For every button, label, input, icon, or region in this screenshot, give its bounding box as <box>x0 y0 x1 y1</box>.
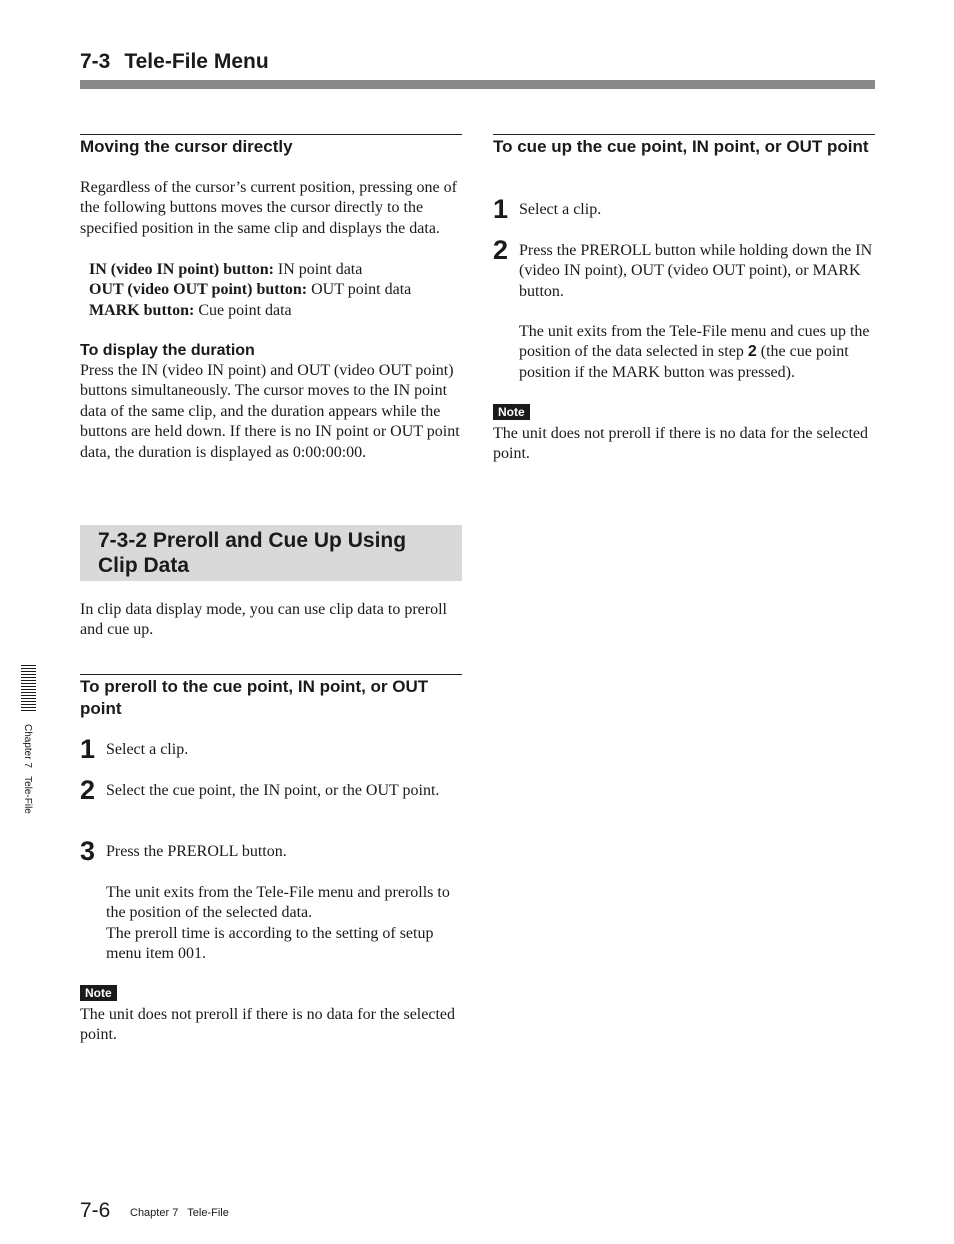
moving-cursor-intro: Regardless of the cursor’s current position, pressing one of the following buttons moves the cursor directly to the specified position in the same clip and displays the data. <box>80 179 457 237</box>
section-intro: In clip data display mode, you can use clip data to preroll and cue up. <box>80 601 447 639</box>
button-term: OUT (video OUT point) button: <box>89 281 308 299</box>
footer-chapter: Chapter 7 Tele-File <box>130 1207 229 1219</box>
cue-result-text-a: The unit exits from the Tele-File menu and cues up the position of the data selected in step <box>519 323 870 361</box>
section-number: 7-3 <box>80 50 111 73</box>
button-desc: OUT point data <box>307 281 412 299</box>
step-text: Press the PREROLL button. <box>106 843 287 860</box>
note-label: Note <box>493 404 530 420</box>
button-term: MARK button: <box>89 301 195 319</box>
section-title: Tele-File Menu <box>124 50 269 73</box>
heading-preroll: To preroll to the cue point, IN point, or OUT point <box>80 674 462 720</box>
side-chapter-label: Chapter 7 Tele-File <box>22 724 33 814</box>
step-text: Press the PREROLL button while holding down the IN (video IN point), OUT (video OUT point), or MARK button. <box>519 242 873 300</box>
note-text: The unit does not preroll if there is no data for the selected point. <box>80 1006 455 1044</box>
button-list-item <box>89 260 471 280</box>
display-duration-text: Press the IN (video IN point) and OUT (video OUT point) buttons simultaneously. The cursor moves to the IN point data of the same clip, and the duration appears while the buttons are held down. If there is no IN point or OUT point data, the duration is displayed as 0:00:00:00. <box>80 362 460 461</box>
step-number: 2 <box>493 235 509 265</box>
page-number: 7-6 <box>80 1199 111 1222</box>
button-list-item <box>89 301 471 321</box>
preroll-result-line: The unit exits from the Tele-File menu and prerolls to the position of the selected data. <box>106 884 450 922</box>
header-rule <box>80 80 875 89</box>
button-list <box>80 260 471 321</box>
chapter-tab-marker <box>21 665 36 713</box>
button-desc: IN point data <box>273 261 363 278</box>
heading-moving-cursor: Moving the cursor directly <box>80 134 462 158</box>
note-text: The unit does not preroll if there is no data for the selected point. <box>493 425 868 463</box>
step-text: Select a clip. <box>519 201 602 218</box>
heading-cue-up: To cue up the cue point, IN point, or OUT point <box>493 134 875 158</box>
section-heading: 7-3-2 Preroll and Cue Up Using Clip Data <box>98 529 407 577</box>
preroll-time-line: The preroll time is according to the setting of setup menu item 001. <box>106 924 434 963</box>
step-number: 3 <box>80 836 96 866</box>
button-list-item <box>89 280 471 300</box>
cue-result-step-ref: 2 <box>747 343 757 361</box>
page-header-title <box>80 50 269 74</box>
step-number: 2 <box>80 775 96 805</box>
preroll-result <box>106 883 462 965</box>
heading-display-duration: To display the duration <box>80 342 255 359</box>
note-label: Note <box>80 985 117 1001</box>
button-term: IN (video IN point) button: <box>89 261 274 278</box>
step-text: Select the cue point, the IN point, or the OUT point. <box>106 782 440 799</box>
cue-result-text-b: (the cue point position if the MARK button was pressed). <box>519 343 849 381</box>
cue-result <box>519 322 875 383</box>
step-number: 1 <box>80 734 96 764</box>
step-text: Select a clip. <box>106 741 189 758</box>
step-number: 1 <box>493 194 509 224</box>
button-desc: Cue point data <box>194 301 292 319</box>
section-heading-box <box>80 525 462 581</box>
